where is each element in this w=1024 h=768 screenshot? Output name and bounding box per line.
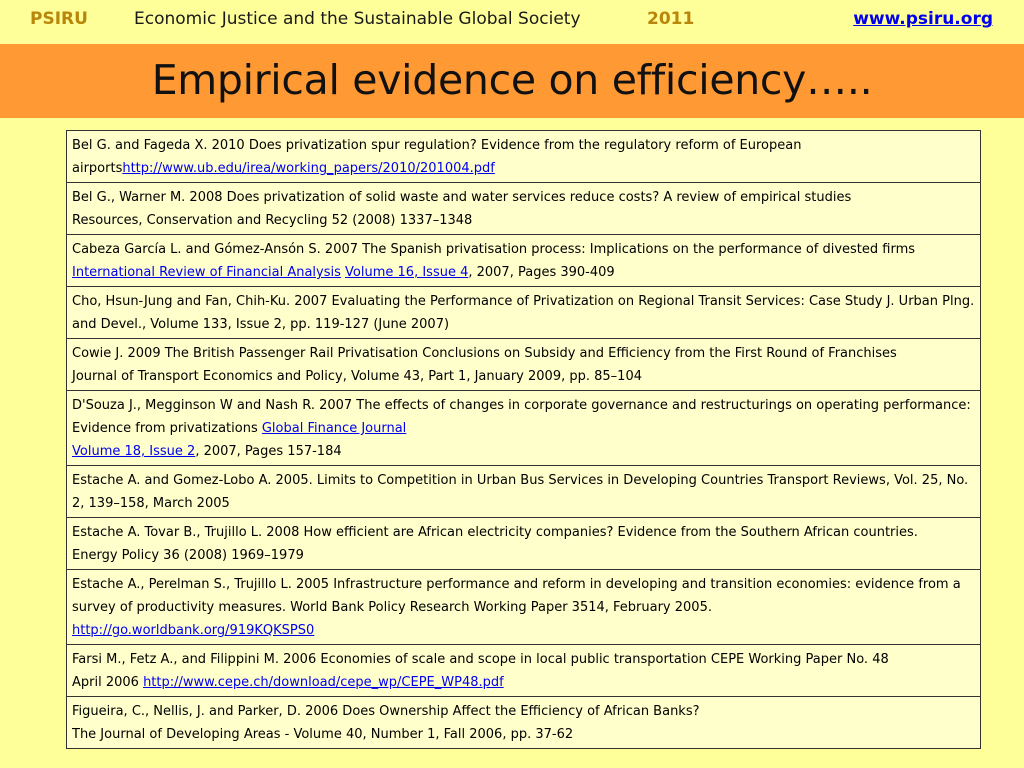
reference-link[interactable]: http://www.cepe.ch/download/cepe_wp/CEPE_WP48.pdf <box>143 675 504 690</box>
reference-cell <box>67 518 981 570</box>
reference-cell <box>67 645 981 697</box>
reference-cell <box>67 287 981 339</box>
reference-cell <box>67 183 981 235</box>
reference-link[interactable]: Global Finance Journal <box>261 421 407 436</box>
table-row <box>67 183 981 235</box>
table-row <box>67 339 981 391</box>
reference-text: April 2006 <box>72 675 144 690</box>
table-row <box>67 466 981 518</box>
slide-title: Empirical evidence on efficiency….. <box>151 56 873 104</box>
reference-cell <box>67 570 981 645</box>
org-name: PSIRU <box>30 9 88 29</box>
reference-text: The Journal of Developing Areas - Volume 40, Number 1, Fall 2006, pp. 37-62 <box>72 727 574 742</box>
reference-text: , 2007, Pages 157-184 <box>195 444 342 459</box>
reference-text: Estache A. and Gomez-Lobo A. 2005. Limits to Competition in Urban Bus Services in Developing Countries Transport Reviews, Vol. 25, No. 2, 139–158, March 2005 <box>72 473 969 511</box>
reference-link[interactable]: http://www.ub.edu/irea/working_papers/2010/201004.pdf <box>122 161 495 176</box>
references-table <box>66 130 981 749</box>
reference-text: D'Souza J., Megginson W and Nash R. 2007 The effects of changes in corporate governance and restructurings on operating performance: Evidence from privatizations <box>72 398 971 436</box>
website-link[interactable]: www.psiru.org <box>853 9 993 29</box>
reference-text: Cowie J. 2009 The British Passenger Rail Privatisation Conclusions on Subsidy and Efficiency from the First Round of Franchises <box>72 346 897 361</box>
title-banner <box>0 44 1024 118</box>
reference-link[interactable]: http://go.worldbank.org/919KQKSPS0 <box>72 623 315 638</box>
header-bar <box>0 0 1024 40</box>
table-row <box>67 287 981 339</box>
reference-cell <box>67 235 981 287</box>
table-row <box>67 391 981 466</box>
reference-link[interactable]: Volume 18, Issue 2 <box>72 444 196 459</box>
reference-text: Farsi M., Fetz A., and Filippini M. 2006 Economies of scale and scope in local public transportation CEPE Working Paper No. 48 <box>72 652 889 667</box>
reference-text: Estache A., Perelman S., Trujillo L. 2005 Infrastructure performance and reform in developing and transition economies: evidence from a survey of productivity measures. World Bank Policy Research Working Paper 3514, February 2005. <box>72 577 961 615</box>
table-row <box>67 131 981 183</box>
reference-link[interactable]: International Review of Financial Analysis <box>72 265 341 280</box>
reference-text: Journal of Transport Economics and Policy, Volume 43, Part 1, January 2009, pp. 85–104 <box>72 369 642 384</box>
header-year: 2011 <box>647 9 695 29</box>
reference-cell <box>67 466 981 518</box>
reference-cell <box>67 391 981 466</box>
reference-cell <box>67 131 981 183</box>
reference-text: , 2007, Pages 390-409 <box>468 265 615 280</box>
reference-text: Resources, Conservation and Recycling 52 (2008) 1337–1348 <box>72 213 473 228</box>
reference-text: Estache A. Tovar B., Trujillo L. 2008 How efficient are African electricity companies? Evidence from the Southern African countries. <box>72 525 918 540</box>
table-row <box>67 235 981 287</box>
reference-text: Cho, Hsun-Jung and Fan, Chih-Ku. 2007 Evaluating the Performance of Privatization on Regional Transit Services: Case Study J. Urban Plng. and Devel., Volume 133, Issue 2, pp. 119-127 (June 2007) <box>72 294 975 332</box>
table-row <box>67 645 981 697</box>
reference-text: Bel G., Warner M. 2008 Does privatization of solid waste and water services reduce costs? A review of empirical studies <box>72 190 852 205</box>
reference-text: Cabeza García L. and Gómez-Ansón S. 2007 The Spanish privatisation process: Implications on the performance of divested firms <box>72 242 916 257</box>
table-row <box>67 570 981 645</box>
reference-cell <box>67 339 981 391</box>
header-title: Economic Justice and the Sustainable Global Society <box>134 9 581 29</box>
table-row <box>67 697 981 749</box>
reference-link[interactable]: Volume 16, Issue 4 <box>345 265 469 280</box>
reference-text: Energy Policy 36 (2008) 1969–1979 <box>72 548 304 563</box>
table-row <box>67 518 981 570</box>
reference-text: Figueira, C., Nellis, J. and Parker, D. 2006 Does Ownership Affect the Efficiency of African Banks? <box>72 704 700 719</box>
reference-cell <box>67 697 981 749</box>
reference-text: Bel G. and Fageda X. 2010 Does privatization spur regulation? Evidence from the regulatory reform of European airports <box>72 138 802 176</box>
